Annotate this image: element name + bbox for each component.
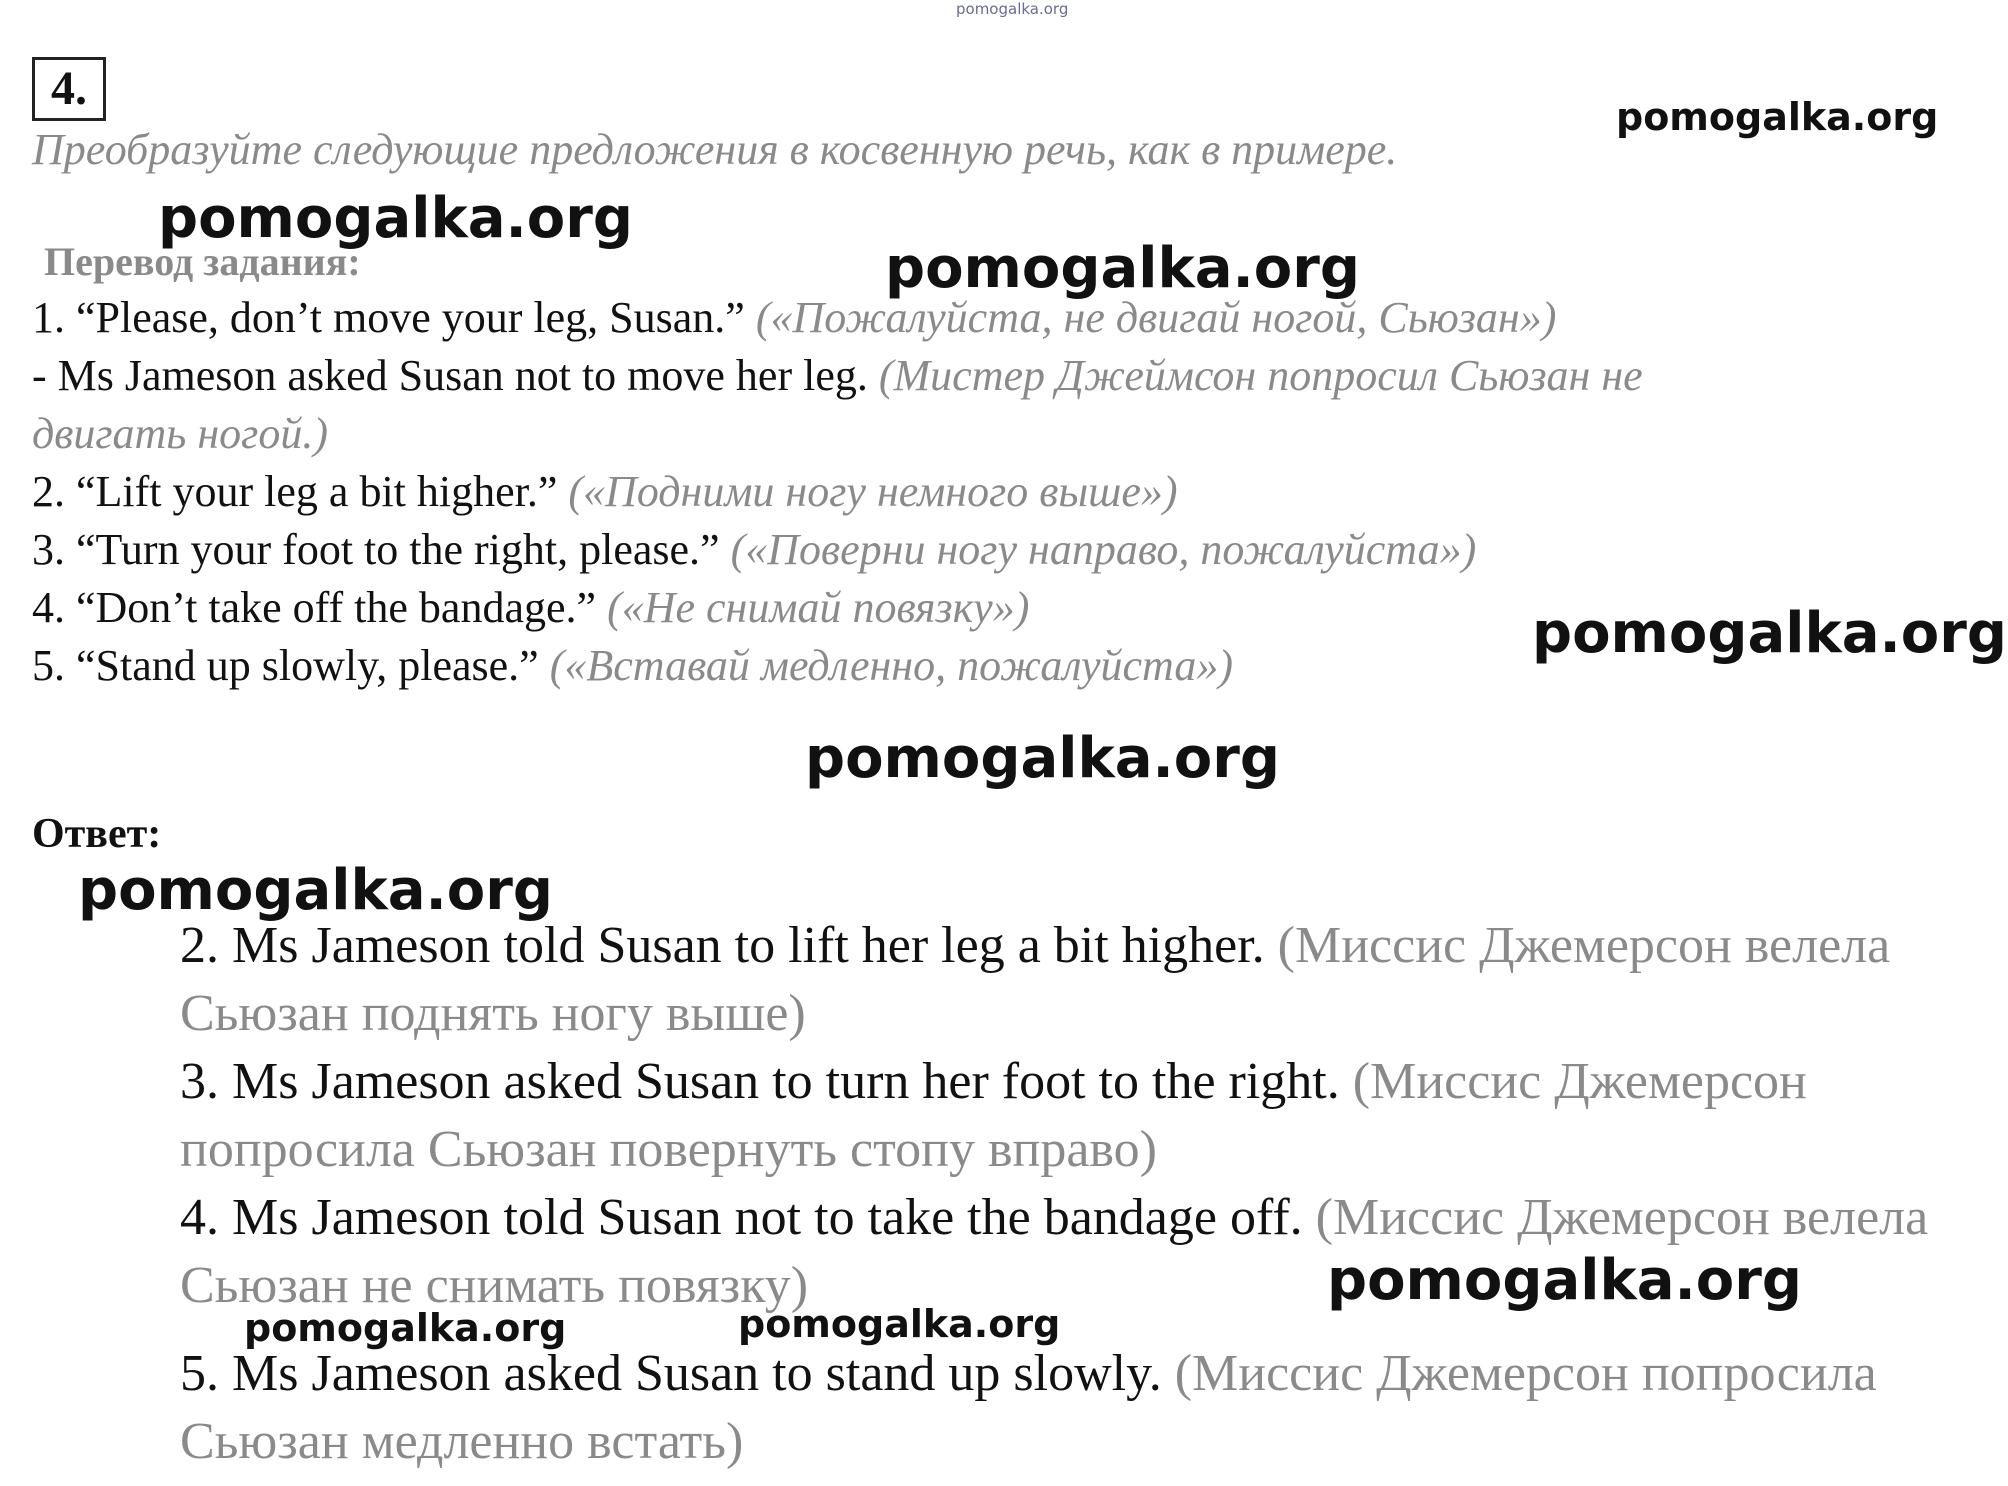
task-line-example-cont [32, 408, 328, 459]
line-english: 5. “Stand up slowly, please.” [32, 641, 539, 690]
answer-3 [180, 1048, 1990, 1184]
watermark: pomogalka.org [78, 858, 553, 923]
task-line-2 [32, 466, 1178, 517]
line-russian: («Вставай медленно, пожалуйста») [549, 641, 1234, 690]
task-line-3 [32, 524, 1476, 575]
answer-4 [180, 1184, 1990, 1320]
task-instruction: Преобразуйте следующие предложения в косвенную речь, как в примере. [32, 125, 1398, 174]
watermark-top: pomogalka.org [956, 0, 1069, 18]
task-line-example [32, 350, 1643, 401]
task-line-4 [32, 582, 1029, 633]
watermark: pomogalka.org [1327, 1248, 1802, 1313]
watermark: pomogalka.org [1616, 95, 1939, 139]
answer-russian: (Миссис Джемерсон велела Сьюзан не снимать повязку) [180, 1189, 1929, 1314]
answer-2 [180, 912, 1990, 1048]
answer-english: 2. Ms Jameson told Susan to lift her leg a bit higher. [180, 917, 1265, 974]
answer-english: 4. Ms Jameson told Susan not to take the bandage off. [180, 1189, 1303, 1246]
line-russian: («Поверни ногу направо, пожалуйста») [730, 525, 1477, 574]
translation-heading: Перевод задания: [44, 239, 361, 284]
answer-russian: (Миссис Джемерсон попросила Сьюзан повернуть стопу вправо) [180, 1053, 1807, 1178]
watermark: pomogalka.org [1532, 601, 2007, 666]
line-russian: («Не снимай повязку») [607, 583, 1030, 632]
line-russian: двигать ногой.) [32, 409, 328, 458]
answer-5 [180, 1340, 1990, 1476]
line-russian: (Мистер Джеймсон попросил Сьюзан не [878, 351, 1643, 400]
answer-heading: Ответ: [32, 811, 162, 857]
line-english: 3. “Turn your foot to the right, please.” [32, 525, 720, 574]
line-russian: («Пожалуйста, не двигай ногой, Сьюзан») [755, 293, 1557, 342]
watermark: pomogalka.org [805, 726, 1280, 791]
watermark: pomogalka.org [885, 236, 1360, 301]
line-english: 1. “Please, don’t move your leg, Susan.” [32, 293, 745, 342]
line-english: 2. “Lift your leg a bit higher.” [32, 467, 558, 516]
line-russian: («Подними ногу немного выше») [568, 467, 1178, 516]
answer-russian: (Миссис Джемерсон попросила Сьюзан медленно встать) [180, 1345, 1877, 1470]
task-line-1 [32, 292, 1556, 343]
task-number: 4. [32, 57, 106, 121]
line-english: - Ms Jameson asked Susan not to move her leg. [32, 351, 868, 400]
answer-russian: (Миссис Джемерсон велела Сьюзан поднять ногу выше) [180, 917, 1891, 1042]
watermark: pomogalka.org [738, 1302, 1061, 1346]
task-line-5 [32, 640, 1233, 691]
line-english: 4. “Don’t take off the bandage.” [32, 583, 597, 632]
answer-english: 5. Ms Jameson asked Susan to stand up slowly. [180, 1345, 1162, 1402]
watermark: pomogalka.org [158, 186, 633, 251]
answer-english: 3. Ms Jameson asked Susan to turn her foot to the right. [180, 1053, 1340, 1110]
watermark: pomogalka.org [244, 1306, 567, 1350]
